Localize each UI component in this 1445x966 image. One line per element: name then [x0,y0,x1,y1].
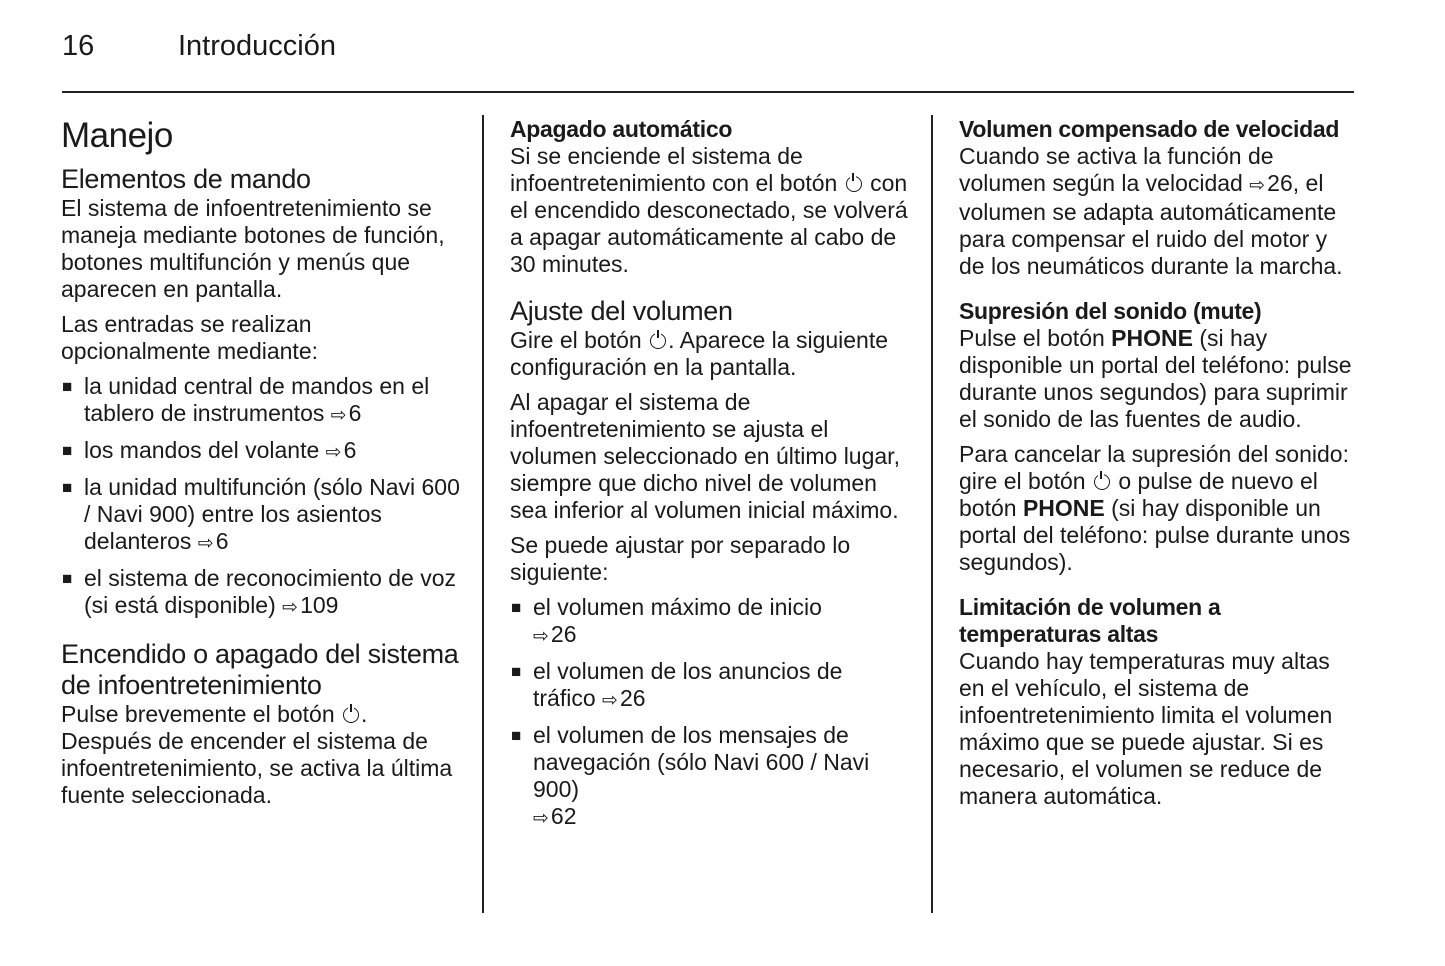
chapter-title: Introducción [178,30,336,62]
unmute-paragraph: Para cancelar la supresión del sonido: gire el botón o pulse de nuevo el botón PHONE (si hay disponible un portal del teléfono: pulse durante unos segundos). [959,441,1351,575]
mute-paragraph: Pulse el botón PHONE (si hay disponible un portal del teléfono: pulse durante unos segundos) para suprimir el sonido de las fuentes de audio. [959,325,1352,432]
speed-volume-paragraph: Cuando se activa la función de volumen según la velocidad ⇨26, el volumen se adapta automáticamente para compensar el ruido del motor y de los neumáticos durante la marcha. [959,143,1343,279]
inputs-list [61,373,461,621]
reference-arrow-icon: ⇨ [197,533,214,554]
page-reference[interactable]: ⇨109 [282,592,338,618]
list-item: ■ el volumen de los mensajes de navegación (sólo Navi 600 / Navi 900) ⇨62 [510,722,908,832]
list-item: ■ el sistema de reconocimiento de voz (si está disponible) ⇨109 [61,565,461,621]
inputs-paragraph: Las entradas se realizan opcionalmente mediante: [61,311,318,364]
page-header [62,30,1354,66]
page-number: 16 [62,30,95,62]
list-item: ■ la unidad central de mandos en el tablero de instrumentos ⇨6 [61,373,461,429]
controls-heading: Elementos de mando [61,164,311,194]
reference-arrow-icon: ⇨ [330,405,347,426]
phone-button-label: PHONE [1022,495,1105,521]
auto-off-heading: Apagado automático [510,116,733,142]
header-divider [62,91,1354,93]
list-item: ■ los mandos del volante ⇨6 [61,437,461,466]
column-2 [510,116,908,850]
power-icon [650,333,666,349]
page-reference[interactable]: ⇨6 [326,437,357,463]
list-item: ■ el volumen máximo de inicio ⇨26 [510,594,908,650]
column-divider-1 [482,115,484,913]
power-icon [1094,474,1110,490]
auto-off-paragraph: Si se enciende el sistema de infoentretenimiento con el botón con el encendido desconectado, se volverá a apagar automáticamente al cabo de 30 minutes. [510,143,908,277]
section-title: Manejo [61,116,173,155]
volume-heading: Ajuste del volumen [510,296,733,326]
page-reference[interactable]: ⇨26 [602,685,646,711]
volume-section [510,296,908,832]
controls-section [61,164,461,621]
reference-arrow-icon: ⇨ [602,690,618,711]
controls-paragraph: El sistema de infoentretenimiento se maneja mediante botones de función, botones multifunción y menús que aparecen en pantalla. [61,195,445,302]
page-reference[interactable]: ⇨26 [1249,170,1293,196]
power-icon [846,176,862,192]
reference-arrow-icon: ⇨ [282,597,299,618]
power-section [61,639,461,809]
page-reference[interactable]: ⇨62 [533,803,577,829]
speed-volume-section [959,116,1357,280]
list-item: ■ la unidad multifunción (sólo Navi 600 / Navi 900) entre los asientos delanteros ⇨6 [61,474,461,557]
speed-volume-heading: Volumen compensado de velocidad [959,116,1340,142]
mute-section [959,298,1357,576]
page-reference[interactable]: ⇨6 [331,400,362,426]
temperature-limit-paragraph: Cuando hay temperaturas muy altas en el vehículo, el sistema de infoentretenimiento limita el volumen máximo que se puede ajustar. Si es necesario, el volumen se reduce de manera automática. [959,648,1333,809]
volume-list [510,594,908,832]
volume-paragraph-2: Al apagar el sistema de infoentretenimiento se ajusta el volumen seleccionado en último lugar, siempre que dicho nivel de volumen sea inferior al volumen inicial máximo. [510,389,900,523]
power-paragraph: Pulse brevemente el botón . Después de encender el sistema de infoentretenimiento, se activa la última fuente seleccionada. [61,701,453,808]
column-1 [61,116,461,827]
column-divider-2 [931,115,933,913]
list-item: ■ el volumen de los anuncios de tráfico ⇨26 [510,658,908,714]
temperature-limit-section [959,594,1357,810]
auto-off-section [510,116,908,278]
power-icon [343,707,359,723]
reference-arrow-icon: ⇨ [1249,175,1266,196]
reference-arrow-icon: ⇨ [533,626,549,647]
column-3 [959,116,1357,828]
power-heading: Encendido o apagado del sistema de infoentretenimiento [61,639,459,700]
reference-arrow-icon: ⇨ [325,442,342,463]
page-reference[interactable]: ⇨6 [198,528,229,554]
reference-arrow-icon: ⇨ [533,808,549,829]
temperature-limit-heading: Limitación de volumen a temperaturas altas [959,594,1221,647]
page-reference[interactable]: ⇨26 [533,621,577,647]
volume-paragraph: Gire el botón . Aparece la siguiente configuración en la pantalla. [510,327,889,380]
volume-paragraph-3: Se puede ajustar por separado lo siguiente: [510,532,851,585]
mute-heading: Supresión del sonido (mute) [959,298,1262,324]
phone-button-label: PHONE [1111,325,1193,351]
